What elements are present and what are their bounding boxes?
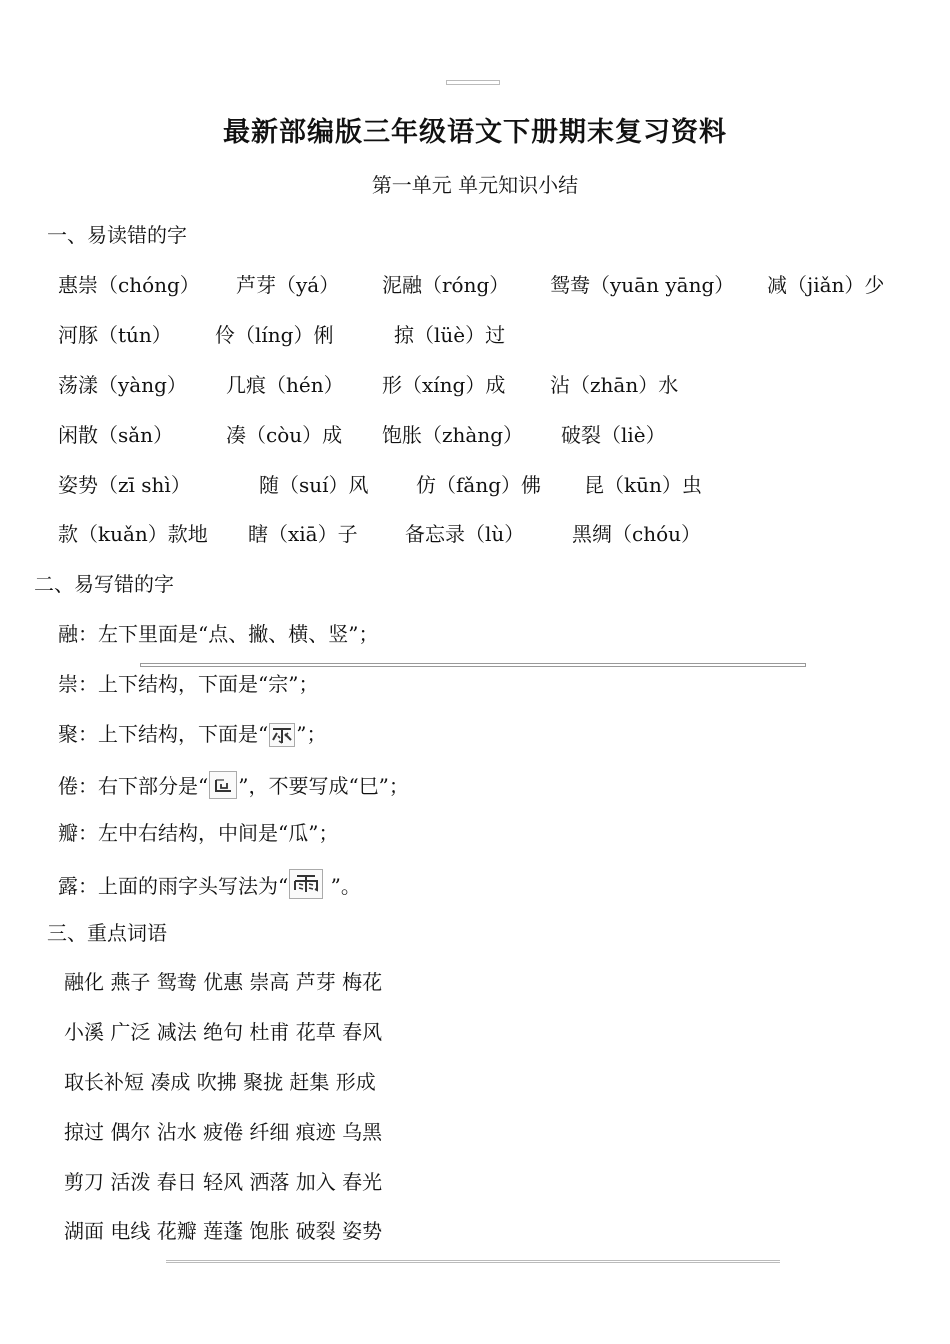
note-rong: 融：左下里面是“点、撇、横、竖”；	[58, 622, 379, 646]
pinyin-item: 瞎（xiā）子	[248, 522, 358, 546]
pinyin-item: 饱胀（zhàng）	[382, 423, 524, 447]
bottom-divider	[166, 1260, 780, 1263]
note-lu	[58, 869, 361, 899]
word-row: 小溪 广泛 减法 绝句 杜甫 花草 春风	[64, 1020, 383, 1044]
pinyin-item: 掠（lüè）过	[394, 323, 506, 347]
pinyin-item: 昆（kūn）虫	[584, 473, 702, 497]
note-ju	[58, 718, 326, 747]
pinyin-item: 荡漾（yàng）	[58, 373, 187, 397]
pinyin-item: 凑（còu）成	[226, 423, 343, 447]
pinyin-item: 破裂（liè）	[561, 423, 666, 447]
pinyin-item: 减（jiǎn）少	[767, 273, 885, 297]
word-row: 掠过 偶尔 沾水 疲倦 纤细 痕迹 乌黑	[64, 1120, 383, 1144]
pinyin-item: 伶（líng）俐	[215, 323, 334, 347]
pinyin-item: 闲散（sǎn）	[58, 423, 174, 447]
pinyin-item: 泥融（róng）	[382, 273, 510, 297]
top-divider	[446, 80, 500, 85]
pinyin-item: 几痕（hén）	[226, 373, 344, 397]
section-heading-misread: 一、易读错的字	[47, 223, 187, 247]
section-heading-key-words: 三、重点词语	[47, 921, 167, 945]
note-lu-text-end: ”。	[324, 874, 361, 898]
pinyin-item: 鸳鸯（yuān yāng）	[550, 273, 735, 297]
juan-bottom-component-icon	[209, 771, 237, 799]
pinyin-item: 芦芽（yá）	[236, 273, 340, 297]
word-row: 剪刀 活泼 春日 轻风 洒落 加入 春光	[64, 1170, 383, 1194]
note-juan-text-end: ”，不要写成“巳”；	[238, 774, 409, 798]
note-ju-text-end: ”；	[296, 722, 327, 746]
pinyin-item: 黑绸（chóu）	[572, 522, 702, 546]
pinyin-item: 姿势（zī shì）	[58, 473, 191, 497]
note-ban: 瓣：左中右结构，中间是“瓜”；	[58, 821, 339, 845]
horizontal-rule	[140, 663, 806, 667]
word-row: 湖面 电线 花瓣 莲蓬 饱胀 破裂 姿势	[64, 1219, 383, 1243]
page-title: 最新部编版三年级语文下册期末复习资料	[223, 117, 727, 148]
word-row: 取长补短 凑成 吹拂 聚拢 赶集 形成	[64, 1070, 376, 1094]
ju-bottom-component-icon	[269, 723, 295, 747]
note-ju-text: 聚：上下结构，下面是“	[58, 722, 269, 746]
note-chong: 崇：上下结构，下面是“宗”；	[58, 672, 319, 696]
rain-radical-icon	[289, 869, 323, 899]
note-lu-text: 露：上面的雨字头写法为“	[58, 874, 289, 898]
pinyin-item: 沾（zhān）水	[550, 373, 679, 397]
pinyin-item: 款（kuǎn）款地	[58, 522, 208, 546]
pinyin-item: 形（xíng）成	[382, 373, 506, 397]
page-subtitle: 第一单元 单元知识小结	[371, 173, 579, 197]
pinyin-item: 随（suí）风	[259, 473, 369, 497]
pinyin-item: 备忘录（lù）	[405, 522, 525, 546]
note-juan-text: 倦：右下部分是“	[58, 774, 209, 798]
pinyin-item: 河豚（tún）	[58, 323, 172, 347]
pinyin-item: 仿（fǎng）佛	[416, 473, 542, 497]
word-row: 融化 燕子 鸳鸯 优惠 崇高 芦芽 梅花	[64, 970, 383, 994]
note-juan	[58, 770, 409, 799]
section-heading-miswritten: 二、易写错的字	[34, 572, 174, 596]
pinyin-item: 惠崇（chóng）	[58, 273, 200, 297]
